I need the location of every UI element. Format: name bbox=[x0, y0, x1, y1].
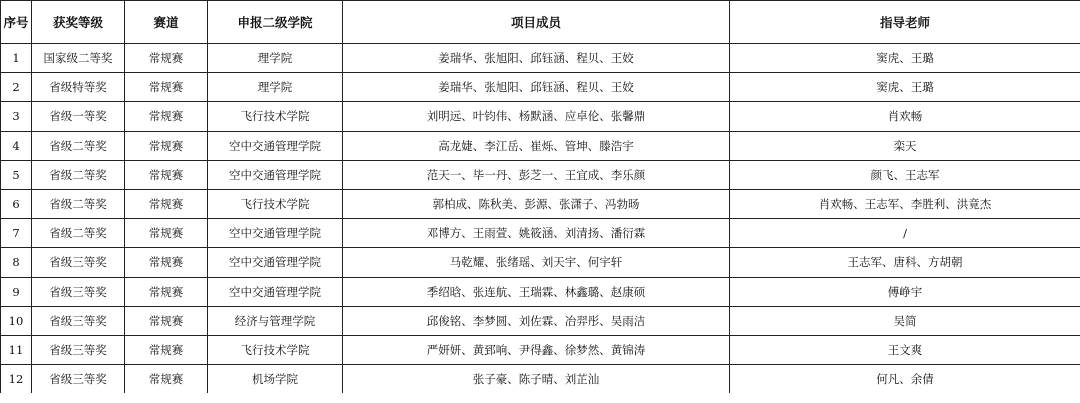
table-row bbox=[1, 44, 1080, 73]
cell-award-level: 省级三等奖 bbox=[32, 248, 125, 277]
cell-members: 马乾耀、张绪瑶、刘天宇、何宇轩 bbox=[343, 248, 730, 277]
cell-advisors: 何凡、余倩 bbox=[730, 365, 1080, 394]
cell-index: 5 bbox=[1, 160, 32, 189]
cell-members: 邓博方、王雨萱、姚筱涵、刘清扬、潘衍霖 bbox=[343, 219, 730, 248]
cell-members: 季绍晗、张连航、王瑞霖、林鑫璐、赵康硕 bbox=[343, 277, 730, 306]
cell-award-level: 省级三等奖 bbox=[32, 306, 125, 335]
header-college: 申报二级学院 bbox=[208, 1, 343, 44]
cell-advisors: 王志军、唐科、方胡朝 bbox=[730, 248, 1080, 277]
header-members: 项目成员 bbox=[343, 1, 730, 44]
cell-members: 张子豪、陈子晴、刘芷汕 bbox=[343, 365, 730, 394]
cell-award-level: 省级二等奖 bbox=[32, 189, 125, 218]
cell-members: 严妍妍、黄郅响、尹得鑫、徐梦然、黄锦涛 bbox=[343, 335, 730, 364]
cell-award-level: 省级二等奖 bbox=[32, 131, 125, 160]
cell-award-level: 国家级二等奖 bbox=[32, 44, 125, 73]
cell-college: 飞行技术学院 bbox=[208, 189, 343, 218]
table-row bbox=[1, 306, 1080, 335]
cell-advisors: 栾天 bbox=[730, 131, 1080, 160]
table-row bbox=[1, 277, 1080, 306]
cell-college: 空中交通管理学院 bbox=[208, 248, 343, 277]
cell-members: 姜瑞华、张旭阳、邱钰涵、程贝、王姣 bbox=[343, 44, 730, 73]
cell-advisors: 傅峥宇 bbox=[730, 277, 1080, 306]
cell-index: 4 bbox=[1, 131, 32, 160]
cell-index: 7 bbox=[1, 219, 32, 248]
cell-track: 常规赛 bbox=[125, 277, 208, 306]
cell-members: 姜瑞华、张旭阳、邱钰涵、程贝、王姣 bbox=[343, 73, 730, 102]
table-row bbox=[1, 365, 1080, 394]
table-body bbox=[1, 44, 1080, 394]
table-row bbox=[1, 102, 1080, 131]
cell-members: 邱俊铭、李梦圆、刘佐霖、冶羿彤、吴雨洁 bbox=[343, 306, 730, 335]
cell-advisors: 吴简 bbox=[730, 306, 1080, 335]
cell-index: 12 bbox=[1, 365, 32, 394]
cell-index: 1 bbox=[1, 44, 32, 73]
cell-track: 常规赛 bbox=[125, 365, 208, 394]
cell-advisors: 窦虎、王璐 bbox=[730, 73, 1080, 102]
cell-college: 机场学院 bbox=[208, 365, 343, 394]
cell-advisors: 肖欢畅、王志军、李胜利、洪竟杰 bbox=[730, 189, 1080, 218]
header-index: 序号 bbox=[1, 1, 32, 44]
table-row bbox=[1, 131, 1080, 160]
table-row bbox=[1, 189, 1080, 218]
cell-members: 高龙婕、李江岳、崔烁、管坤、滕浩宇 bbox=[343, 131, 730, 160]
cell-award-level: 省级三等奖 bbox=[32, 277, 125, 306]
cell-college: 飞行技术学院 bbox=[208, 335, 343, 364]
cell-members: 郭柏成、陈秋美、彭源、张潇子、冯勃旸 bbox=[343, 189, 730, 218]
cell-members: 范天一、毕一丹、彭芝一、王宜成、李乐颜 bbox=[343, 160, 730, 189]
cell-index: 3 bbox=[1, 102, 32, 131]
cell-award-level: 省级三等奖 bbox=[32, 365, 125, 394]
cell-index: 6 bbox=[1, 189, 32, 218]
cell-award-level: 省级三等奖 bbox=[32, 335, 125, 364]
cell-track: 常规赛 bbox=[125, 306, 208, 335]
cell-members: 刘明远、叶钧伟、杨默涵、应卓伦、张馨鼎 bbox=[343, 102, 730, 131]
table-row bbox=[1, 248, 1080, 277]
cell-college: 理学院 bbox=[208, 73, 343, 102]
cell-track: 常规赛 bbox=[125, 189, 208, 218]
cell-track: 常规赛 bbox=[125, 219, 208, 248]
cell-track: 常规赛 bbox=[125, 102, 208, 131]
cell-index: 9 bbox=[1, 277, 32, 306]
cell-track: 常规赛 bbox=[125, 248, 208, 277]
cell-award-level: 省级特等奖 bbox=[32, 73, 125, 102]
cell-advisors: 肖欢畅 bbox=[730, 102, 1080, 131]
cell-advisors: 颜飞、王志军 bbox=[730, 160, 1080, 189]
header-advisors: 指导老师 bbox=[730, 1, 1080, 44]
header-row bbox=[1, 1, 1080, 44]
cell-index: 8 bbox=[1, 248, 32, 277]
cell-college: 理学院 bbox=[208, 44, 343, 73]
cell-advisors: / bbox=[730, 219, 1080, 248]
cell-college: 飞行技术学院 bbox=[208, 102, 343, 131]
cell-index: 10 bbox=[1, 306, 32, 335]
cell-index: 2 bbox=[1, 73, 32, 102]
cell-college: 空中交通管理学院 bbox=[208, 277, 343, 306]
table-row bbox=[1, 73, 1080, 102]
cell-college: 空中交通管理学院 bbox=[208, 219, 343, 248]
cell-track: 常规赛 bbox=[125, 335, 208, 364]
table-row bbox=[1, 219, 1080, 248]
cell-college: 空中交通管理学院 bbox=[208, 131, 343, 160]
cell-track: 常规赛 bbox=[125, 73, 208, 102]
cell-award-level: 省级二等奖 bbox=[32, 219, 125, 248]
table-header bbox=[1, 1, 1080, 44]
cell-track: 常规赛 bbox=[125, 160, 208, 189]
header-track: 赛道 bbox=[125, 1, 208, 44]
cell-track: 常规赛 bbox=[125, 131, 208, 160]
cell-college: 经济与管理学院 bbox=[208, 306, 343, 335]
cell-advisors: 窦虎、王璐 bbox=[730, 44, 1080, 73]
table-row bbox=[1, 160, 1080, 189]
cell-award-level: 省级二等奖 bbox=[32, 160, 125, 189]
table-row bbox=[1, 335, 1080, 364]
cell-college: 空中交通管理学院 bbox=[208, 160, 343, 189]
cell-advisors: 王文爽 bbox=[730, 335, 1080, 364]
cell-index: 11 bbox=[1, 335, 32, 364]
header-award-level: 获奖等级 bbox=[32, 1, 125, 44]
cell-track: 常规赛 bbox=[125, 44, 208, 73]
cell-award-level: 省级一等奖 bbox=[32, 102, 125, 131]
